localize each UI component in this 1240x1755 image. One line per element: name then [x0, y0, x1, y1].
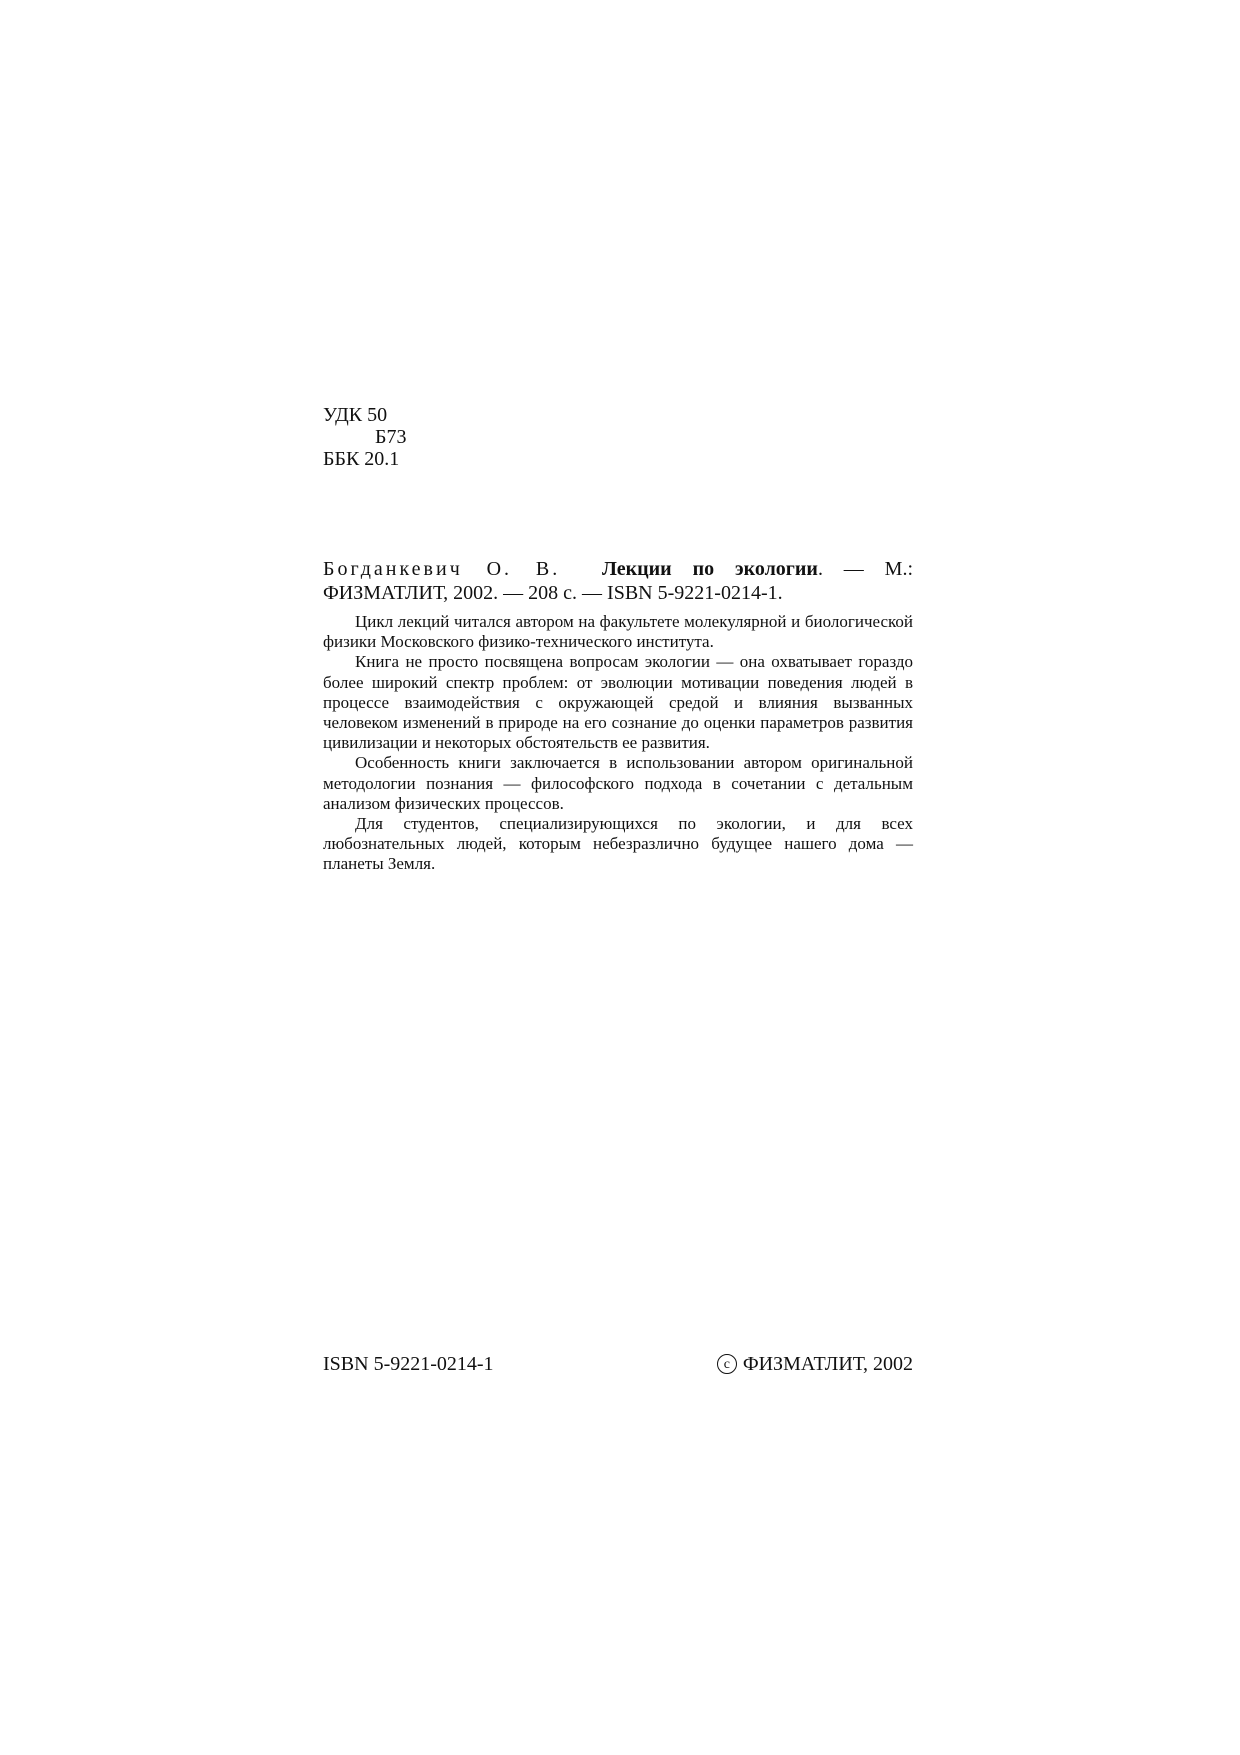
- annotation-paragraph: Для студентов, специализирующихся по экологии, и для всех любознательных людей, которым небезразлично будущее нашего дома — планеты Земля.: [323, 814, 913, 874]
- bbk-code: ББК 20.1: [323, 448, 400, 470]
- bibliographic-citation: [323, 557, 913, 605]
- citation-title: Лекции по экологии: [601, 558, 818, 580]
- author-mark: Б73: [375, 426, 407, 448]
- footer-copyright: [717, 1352, 913, 1376]
- classification-block: [323, 404, 406, 470]
- udk-code: УДК 50: [323, 404, 388, 426]
- footer-isbn: ISBN 5-9221-0214-1: [323, 1353, 494, 1375]
- citation-details: . — М.: ФИЗМАТЛИТ, 2002. — 208 с. — ISBN 5-9221-0214-1.: [323, 558, 913, 604]
- copyright-icon: c: [717, 1354, 737, 1374]
- annotation-paragraph: Цикл лекций читался автором на факультете молекулярной и биологической физики Московского физико-технического института.: [323, 612, 913, 652]
- annotation: [323, 612, 913, 875]
- annotation-paragraph: Книга не просто посвящена вопросам экологии — она охватывает гораздо более широкий спектр проблем: от эволюции мотивации поведения людей в процессе взаимодействия с окружающей средой и влияния вызванных человеком изменений в природе на его сознание до оценки параметров развития цивилизации и некоторых обстоятельств ее развития.: [323, 652, 913, 753]
- copyright-text: ФИЗМАТЛИТ, 2002: [742, 1353, 913, 1375]
- citation-author: Богданкевич О. В.: [323, 558, 561, 580]
- annotation-paragraph: Особенность книги заключается в использовании автором оригинальной методологии познания — философского подхода в сочетании с детальным анализом физических процессов.: [323, 753, 913, 813]
